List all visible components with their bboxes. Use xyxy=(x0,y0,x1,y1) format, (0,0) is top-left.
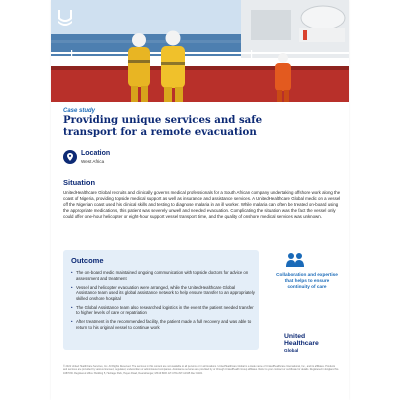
offshore-vessel-photo xyxy=(51,0,349,102)
brand-line-1: United xyxy=(284,333,306,340)
situation-heading: Situation xyxy=(63,178,96,187)
outcome-box xyxy=(63,250,259,350)
outcome-item xyxy=(71,319,255,330)
uhg-logo-icon xyxy=(57,8,73,28)
outcome-list xyxy=(71,270,255,334)
hero-photo xyxy=(51,0,349,102)
outcome-item-text: After treatment in the recommended facility, the patient made a full recovery and was able to return to his original vessel to continue work xyxy=(76,319,252,330)
outcome-item-text: The on-board medic maintained ongoing communication with topside doctors for advice on assessment and treatment xyxy=(76,270,249,281)
location-pin-icon xyxy=(63,150,77,164)
bullet-icon: • xyxy=(71,319,73,325)
outcome-item-text: Vessel and helicopter evacuation were arranged, while the UnitedHealthcare Global Assistance team used its global assistance network to help ensure transfer to an appropriately skilled onshore hospital xyxy=(76,284,255,301)
brand-line-2: Healthcare xyxy=(284,340,319,348)
brand-logo xyxy=(284,333,344,355)
callout-text: Collaboration and expertise that helps to ensure continuity of care xyxy=(276,272,338,289)
page-title: Providing unique services and safe transport for a remote evacuation xyxy=(63,114,263,138)
bullet-icon: • xyxy=(71,304,73,310)
legal-footer: © 2021 United HealthCare Services, Inc. All Rights Reserved. The services in this content are not available to all persons or in all locations. UnitedHealthcare Global is a trade name of UnitedHealthcare International, Inc., and its affiliates. Products and services are provided by various licensed, regulated, underwritten or administered companies. Assistance services are provided by or through UnitedHealth Group affiliates. Refer to your contract or certificate for details. Registered in England No. 1087036. Registered office: Building 5, Heritage Park, Hayes Road, Deanshanger, MK19 6DR. ET-UHG-INT-12345 Rev 04/21 xyxy=(63,365,339,375)
outcome-item xyxy=(71,305,255,316)
case-study-page xyxy=(51,0,349,400)
outcome-item-text: The Global Assistance team also researched logistics in the event the patient needed transfer to higher levels of care or repatriation xyxy=(76,304,254,316)
bullet-icon: • xyxy=(71,270,73,275)
bullet-icon: • xyxy=(71,284,73,290)
location-label: Location xyxy=(81,150,111,157)
eyebrow-label: Case study xyxy=(63,108,96,114)
situation-body: UnitedHealthcare Global recruits and clinically governs medical professionals for a South African company undertaking offshore work along the coast of Nigeria, providing topside medical support as well as insurance and assistance services. A UnitedHealthcare Global medic on a vessel off the Nigerian coast used his clinical skills and testing to diagnose malaria in an ill worker. While malaria can often be treated on-board using the appropriate medications, this patient was severely unwell and needed evacuation. Complicating the situation was the fact the vessel only could offer one-hour helicopter or eight-hour support vessel transport time, and the quality of onshore medical services was unknown. xyxy=(63,190,341,220)
collaboration-people-icon xyxy=(285,252,305,270)
location-value: West Africa xyxy=(81,159,105,164)
outcome-item xyxy=(71,285,255,302)
brand-line-3: Global xyxy=(284,348,299,354)
outcome-item xyxy=(71,270,255,281)
outcome-heading: Outcome xyxy=(71,256,104,265)
